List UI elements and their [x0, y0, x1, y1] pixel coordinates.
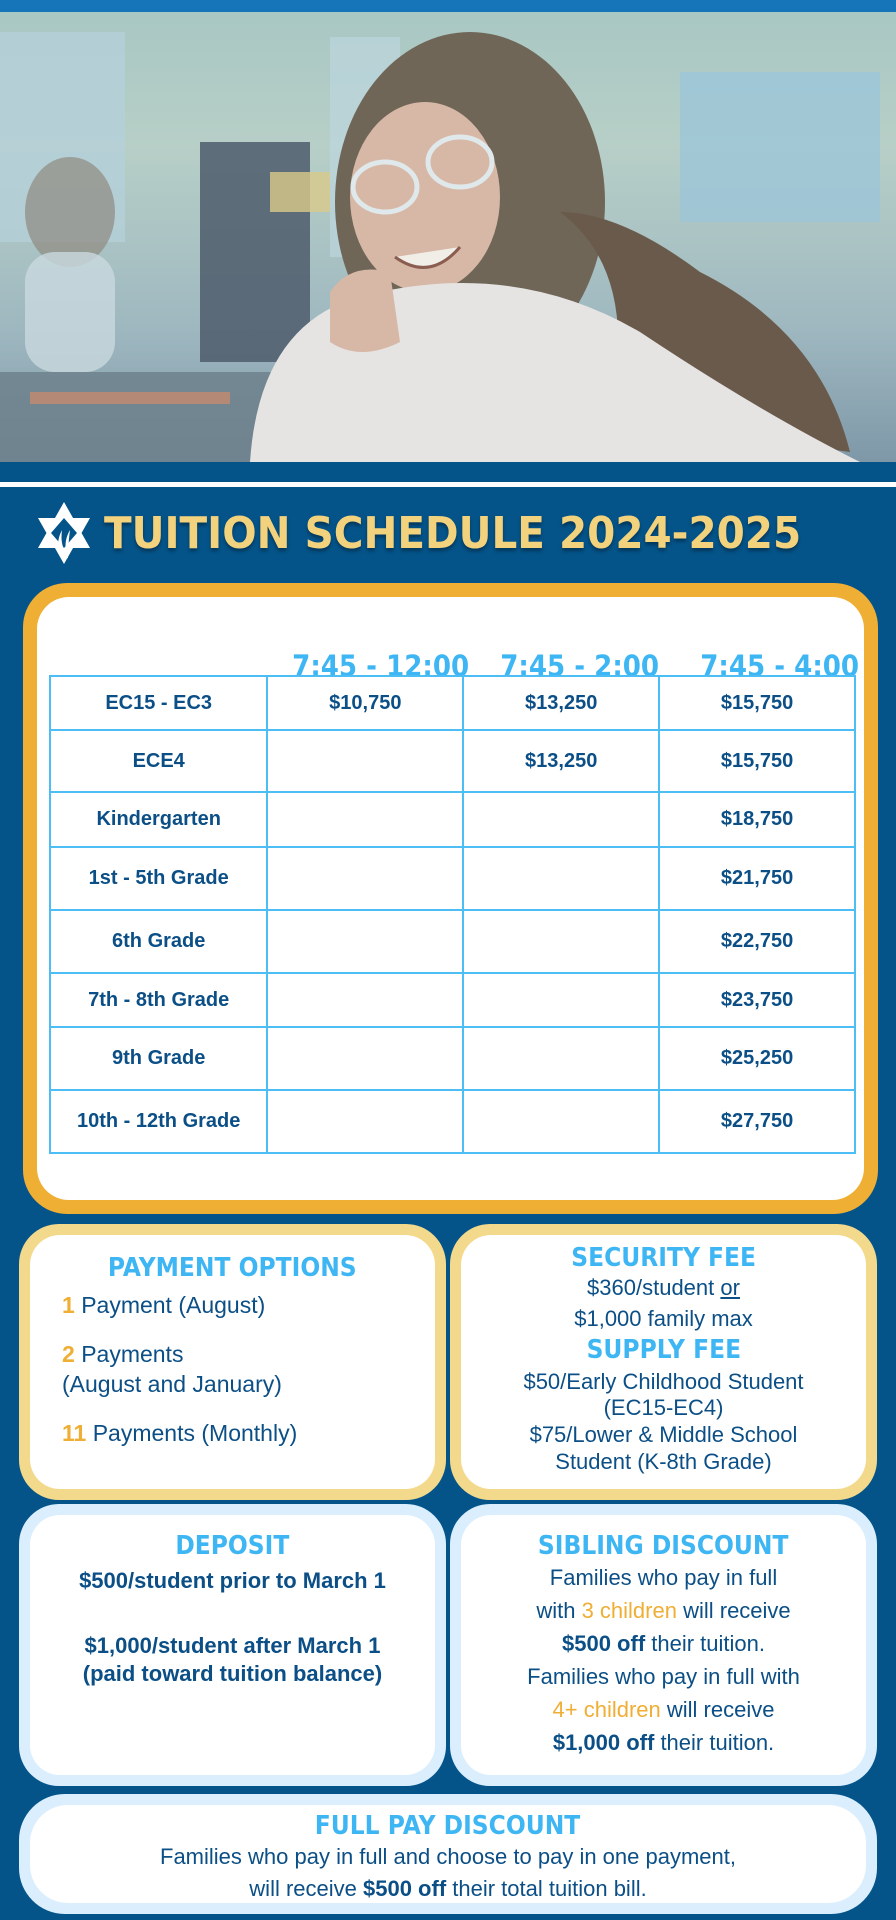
- price-cell: $13,250: [463, 676, 659, 730]
- supply-fee-title: SUPPLY FEE: [586, 1334, 741, 1365]
- hero-photo: [0, 12, 896, 462]
- payment-label: Payments (Monthly): [92, 1419, 298, 1446]
- grade-cell: 10th - 12th Grade: [50, 1090, 267, 1153]
- tuition-table-frame: [23, 583, 878, 1214]
- sibling-discount-title: SIBLING DISCOUNT: [538, 1531, 789, 1561]
- price-cell: [463, 792, 659, 847]
- price-cell: $27,750: [659, 1090, 855, 1153]
- price-cell: [463, 847, 659, 910]
- fees-card: [450, 1224, 877, 1500]
- full-pay-text: will receive: [249, 1875, 363, 1901]
- security-fee-title: SECURITY FEE: [571, 1243, 756, 1273]
- page-title: TUITION SCHEDULE 2024-2025: [104, 507, 802, 559]
- full-pay-discount-card: [19, 1794, 877, 1914]
- three-children-highlight: 3 children: [581, 1598, 677, 1623]
- full-pay-text: their total tuition bill.: [446, 1875, 647, 1901]
- table-row: [50, 792, 855, 847]
- payment-label-detail: (August and January): [62, 1370, 282, 1397]
- price-cell: $15,750: [659, 730, 855, 792]
- full-pay-discount-title: FULL PAY DISCOUNT: [315, 1811, 581, 1841]
- price-cell: $15,750: [659, 676, 855, 730]
- supply-fee-lower-middle: $75/Lower & Middle School: [529, 1422, 798, 1448]
- price-cell: [267, 730, 463, 792]
- sibling-text: Families who pay in full with: [527, 1664, 800, 1689]
- price-cell: $10,750: [267, 676, 463, 730]
- sibling-text: Families who pay in full: [549, 1565, 778, 1590]
- supply-fee-early-childhood: $50/Early Childhood Student: [523, 1368, 804, 1394]
- grade-cell: 9th Grade: [50, 1027, 267, 1090]
- star-of-david-flame-icon: [34, 500, 94, 566]
- price-cell: [267, 973, 463, 1027]
- price-cell: [463, 973, 659, 1027]
- sibling-text: their tuition.: [645, 1631, 765, 1656]
- sibling-text: will receive: [660, 1697, 775, 1722]
- security-fee-per-student: $360/student: [587, 1275, 721, 1300]
- supply-fee-text: [461, 1369, 866, 1476]
- price-cell: [267, 1090, 463, 1153]
- tuition-table: [49, 675, 856, 1154]
- grade-cell: 7th - 8th Grade: [50, 973, 267, 1027]
- payment-options-panel: [30, 1235, 435, 1489]
- sibling-discount-panel: [461, 1515, 866, 1775]
- price-cell: $22,750: [659, 910, 855, 973]
- sibling-text: with: [536, 1598, 582, 1623]
- full-pay-amount: $500 off: [363, 1875, 447, 1901]
- full-pay-discount-panel: [30, 1805, 866, 1903]
- payment-label: Payment (August): [81, 1292, 266, 1318]
- payment-count: 11: [62, 1419, 87, 1446]
- page-header: [0, 500, 896, 566]
- column-header: 7:45 - 12:00: [292, 649, 470, 683]
- table-row: [50, 973, 855, 1027]
- deposit-after-march: $1,000/student after March 1: [84, 1632, 381, 1658]
- full-pay-text: Families who pay in full and choose to pay in one payment,: [160, 1844, 736, 1869]
- tuition-table-panel: [37, 597, 864, 1200]
- payment-label: Payments: [81, 1340, 184, 1367]
- payment-count: 2: [62, 1340, 75, 1367]
- supply-fee-lower-middle-range: Student (K-8th Grade): [555, 1449, 772, 1475]
- payment-options-card: [19, 1224, 446, 1500]
- payment-option: [62, 1340, 435, 1400]
- deposit-before-march: $500/student prior to March 1: [79, 1568, 386, 1593]
- price-cell: [463, 910, 659, 973]
- sibling-text: will receive: [676, 1598, 791, 1623]
- column-header: 7:45 - 2:00: [500, 649, 660, 683]
- discount-amount-1000: $1,000 off: [552, 1730, 655, 1755]
- price-cell: $25,250: [659, 1027, 855, 1090]
- top-stripe: [0, 0, 896, 12]
- price-cell: $21,750: [659, 847, 855, 910]
- table-row: [50, 1027, 855, 1090]
- grade-cell: 1st - 5th Grade: [50, 847, 267, 910]
- supply-fee-early-childhood-range: (EC15-EC4): [603, 1395, 724, 1421]
- security-fee-or: or: [720, 1275, 740, 1300]
- full-pay-discount-text: [30, 1841, 866, 1905]
- price-cell: [267, 792, 463, 847]
- price-cell: $18,750: [659, 792, 855, 847]
- payment-options-list: [30, 1291, 435, 1449]
- column-header: 7:45 - 4:00: [699, 649, 859, 683]
- deposit-title: DEPOSIT: [175, 1531, 290, 1561]
- price-cell: [267, 847, 463, 910]
- price-cell: [267, 910, 463, 973]
- table-row: [50, 1090, 855, 1153]
- grade-cell: Kindergarten: [50, 792, 267, 847]
- table-row: [50, 847, 855, 910]
- price-cell: [463, 1090, 659, 1153]
- four-plus-children-highlight: 4+ children: [552, 1697, 661, 1722]
- grade-cell: EC15 - EC3: [50, 676, 267, 730]
- deposit-card: [19, 1504, 446, 1786]
- table-row: [50, 676, 855, 730]
- grade-cell: 6th Grade: [50, 910, 267, 973]
- security-fee-text: [461, 1273, 866, 1335]
- payment-option: [62, 1419, 435, 1449]
- fees-panel: [461, 1235, 866, 1489]
- price-cell: [267, 1027, 463, 1090]
- table-row: [50, 910, 855, 973]
- price-cell: [463, 1027, 659, 1090]
- price-cell: $23,750: [659, 973, 855, 1027]
- deposit-note: (paid toward tuition balance): [82, 1661, 383, 1687]
- payment-options-title: PAYMENT OPTIONS: [108, 1253, 357, 1283]
- discount-amount-500: $500 off: [562, 1631, 646, 1656]
- deposit-panel: [30, 1515, 435, 1775]
- grade-cell: ECE4: [50, 730, 267, 792]
- sibling-text: their tuition.: [654, 1730, 775, 1755]
- table-row: [50, 730, 855, 792]
- payment-option: [62, 1291, 435, 1321]
- sibling-discount-card: [450, 1504, 877, 1786]
- divider-rule: [0, 482, 896, 487]
- payment-count: 1: [62, 1292, 75, 1318]
- security-fee-family-max: $1,000 family max: [574, 1305, 753, 1331]
- sibling-discount-text: [461, 1561, 866, 1759]
- price-cell: $13,250: [463, 730, 659, 792]
